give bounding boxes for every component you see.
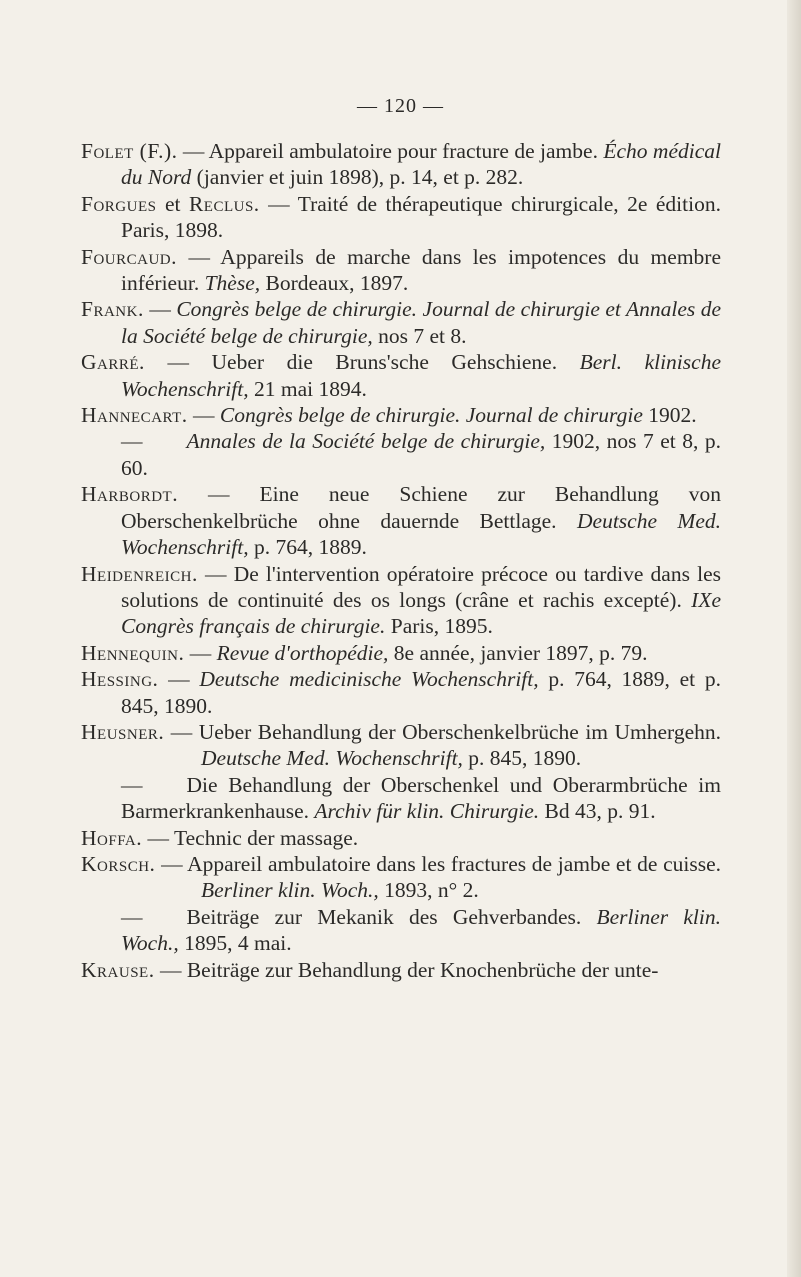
entry-harbordt: Harbordt. — Eine neue Schiene zur Behandlung von Oberschenkelbrüche ohne dauernde Bettlage. Deutsche Med. Wochenschrift, p. 764, 1889. <box>81 482 721 560</box>
entry-folet: Folet (F.). — Appareil ambulatoire pour fracture de jambe. Écho médical du Nord (janvier et juin 1898), p. 14, et p. 282. <box>81 139 721 190</box>
entry-frank: Frank. — Congrès belge de chirurgie. Journal de chirurgie et Annales de la Société belge de chirurgie, nos 7 et 8. <box>81 297 722 348</box>
entry-fourcaud: Fourcaud. — Appareils de marche dans les impotences du membre inférieur. Thèse, Bordeaux, 1897. <box>81 244 721 296</box>
entry-hannecart-2: — Annales de la Société belge de chirurgie, 1902, nos 7 et 8, p. 60. <box>121 429 721 480</box>
entry-forgues: Forgues et Reclus. — Traité de thérapeutique chirurgicale, 2e édition. Paris, 1898. <box>81 191 721 243</box>
entry-garre: Garré. — Ueber die Bruns'sche Gehschiene. Berl. klinische Wochenschrift, 21 mai 1894. <box>81 350 721 401</box>
entry-hannecart: Hannecart. — Congrès belge de chirurgie. Journal de chirurgie 1902. <box>81 403 697 428</box>
entry-korsch-2: — Beiträge zur Mekanik des Gehverbandes. Berliner klin. Woch., 1895, 4 mai. <box>121 904 722 956</box>
entry-heidenreich: Heidenreich. — De l'intervention opératoire précoce ou tardive dans les solutions de continuité des os longs (crâne et rachis excepté). IXe Congrès français de chirurgie. Paris, 1895. <box>81 561 721 639</box>
entry-heusner: Heusner. — Ueber Behandlung der Oberschenkelbrüche im Umhergehn. Deutsche Med. Wochenschrift, p. 845, 1890. <box>81 719 721 771</box>
entry-heusner-2: — Die Behandlung der Oberschenkel und Oberarmbrüche im Barmerkrankenhause. Archiv für klin. Chirurgie. Bd 43, p. 91. <box>121 772 721 824</box>
entry-krause: Krause. — Beiträge zur Behandlung der Knochenbrüche der unte- <box>81 957 659 982</box>
page-number: — 120 — <box>357 95 444 117</box>
entry-hoffa: Hoffa. — Technic der massage. <box>81 825 359 850</box>
page-edge <box>787 0 801 1277</box>
bibliography <box>81 138 721 983</box>
entry-hennequin: Hennequin. — Revue d'orthopédie, 8e année, janvier 1897, p. 79. <box>81 640 648 665</box>
entry-hessing: Hessing. — Deutsche medicinische Wochenschrift, p. 764, 1889, et p. 845, 1890. <box>81 667 721 718</box>
entry-korsch: Korsch. — Appareil ambulatoire dans les fractures de jambe et de cuisse. Berliner klin. Woch., 1893, n° 2. <box>81 851 721 903</box>
